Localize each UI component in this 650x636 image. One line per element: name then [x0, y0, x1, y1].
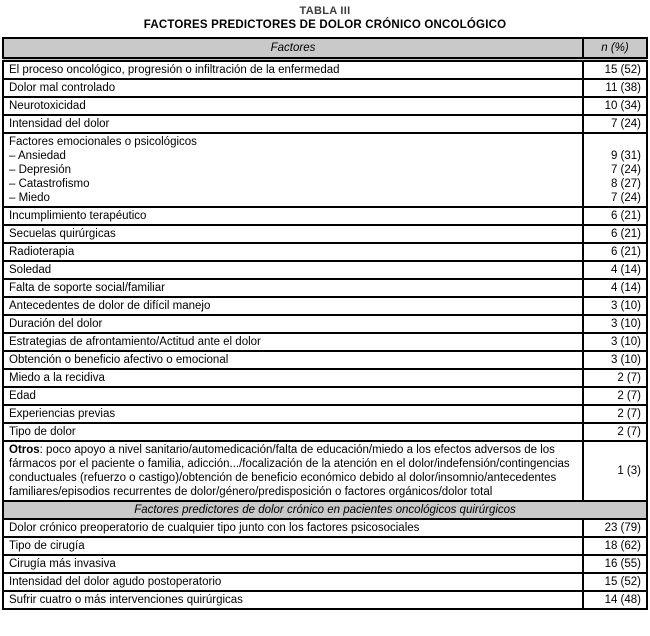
table-row	[3, 279, 647, 297]
factor-label: Edad	[3, 387, 583, 405]
factor-value: 1 (3)	[583, 441, 647, 501]
factor-line: – Ansiedad	[9, 150, 66, 162]
table-row	[3, 519, 647, 537]
factor-value: 4 (14)	[583, 279, 647, 297]
table-row	[3, 133, 647, 207]
table-row	[3, 441, 647, 501]
table-row	[3, 555, 647, 573]
table-row	[3, 405, 647, 423]
factor-value: 2 (7)	[583, 387, 647, 405]
table-title: FACTORES PREDICTORES DE DOLOR CRÓNICO ONCOLÓGICO	[143, 19, 507, 31]
factor-value: 2 (7)	[583, 369, 647, 387]
factor-label: Dolor crónico preoperatorio de cualquier tipo junto con los factores psicosociales	[3, 519, 583, 537]
table-row	[3, 537, 647, 555]
factor-label: Tipo de dolor	[3, 423, 583, 441]
main-rows-body	[3, 60, 647, 502]
table-row	[3, 115, 647, 133]
factor-value: 23 (79)	[583, 519, 647, 537]
factor-label	[3, 441, 583, 501]
factor-value: 7 (24)	[583, 115, 647, 133]
column-header-n: n (%)	[583, 38, 647, 60]
factor-label: Cirugía más invasiva	[3, 555, 583, 573]
factor-value: 6 (21)	[583, 243, 647, 261]
value-line: 7 (24)	[610, 192, 641, 204]
table-row	[3, 573, 647, 591]
section-header: Factores predictores de dolor crónico en pacientes oncológicos quirúrgicos	[3, 501, 647, 519]
factor-label: Antecedentes de dolor de difícil manejo	[3, 297, 583, 315]
factor-value: 10 (34)	[583, 97, 647, 115]
factor-label: Incumplimiento terapéutico	[3, 207, 583, 225]
factor-value: 2 (7)	[583, 405, 647, 423]
table-row	[3, 591, 647, 609]
factor-value: 3 (10)	[583, 297, 647, 315]
table-row	[3, 97, 647, 115]
factor-value: 2 (7)	[583, 423, 647, 441]
factor-value: 15 (52)	[583, 573, 647, 591]
table-row	[3, 207, 647, 225]
value-line: 8 (27)	[610, 178, 641, 190]
factor-label: Duración del dolor	[3, 315, 583, 333]
factor-value: 3 (10)	[583, 333, 647, 351]
factor-label: El proceso oncológico, progresión o infiltración de la enfermedad	[3, 60, 583, 80]
factor-value: 6 (21)	[583, 207, 647, 225]
factor-value: 11 (38)	[583, 79, 647, 97]
factor-label: Intensidad del dolor	[3, 115, 583, 133]
factor-line: Factores emocionales o psicológicos	[9, 136, 197, 148]
table-row	[3, 60, 647, 80]
factor-value: 18 (62)	[583, 537, 647, 555]
factors-table	[2, 37, 648, 610]
bold-prefix: Otros	[9, 444, 40, 456]
table-caption	[2, 5, 648, 32]
table-row	[3, 261, 647, 279]
column-header-factores: Factores	[3, 38, 583, 60]
factor-label: Neurotoxicidad	[3, 97, 583, 115]
table-row	[3, 369, 647, 387]
table-row	[3, 423, 647, 441]
table-row	[3, 297, 647, 315]
factor-value: 3 (10)	[583, 315, 647, 333]
section-header-body	[3, 501, 647, 519]
value-line: 7 (24)	[610, 164, 641, 176]
factor-label: Obtención o beneficio afectivo o emocional	[3, 351, 583, 369]
factor-label: Tipo de cirugía	[3, 537, 583, 555]
factor-value: 16 (55)	[583, 555, 647, 573]
factor-value: 14 (48)	[583, 591, 647, 609]
value-line: 9 (31)	[610, 150, 641, 162]
table-number: TABLA III	[299, 5, 351, 17]
factor-value: 3 (10)	[583, 351, 647, 369]
table-header-row	[3, 38, 647, 60]
factor-line: – Catastrofismo	[9, 178, 90, 190]
factor-value: 6 (21)	[583, 225, 647, 243]
factor-value	[583, 133, 647, 207]
table-row	[3, 333, 647, 351]
factor-label: Falta de soporte social/familiar	[3, 279, 583, 297]
factor-value: 4 (14)	[583, 261, 647, 279]
factor-label: Estrategias de afrontamiento/Actitud ante el dolor	[3, 333, 583, 351]
table-row	[3, 387, 647, 405]
table-row	[3, 351, 647, 369]
table-row	[3, 243, 647, 261]
section-header-row	[3, 501, 647, 519]
factor-label: Sufrir cuatro o más intervenciones quirúrgicas	[3, 591, 583, 609]
factor-label: Dolor mal controlado	[3, 79, 583, 97]
factor-label: Intensidad del dolor agudo postoperatorio	[3, 573, 583, 591]
factor-label: Experiencias previas	[3, 405, 583, 423]
factor-label: Miedo a la recidiva	[3, 369, 583, 387]
factor-label	[3, 133, 583, 207]
factor-label: Radioterapia	[3, 243, 583, 261]
table-row	[3, 315, 647, 333]
value-line	[589, 135, 641, 149]
factor-line: – Depresión	[9, 164, 72, 176]
factor-label: Soledad	[3, 261, 583, 279]
factor-line: – Miedo	[9, 192, 50, 204]
factor-label: Secuelas quirúrgicas	[3, 225, 583, 243]
table-row	[3, 225, 647, 243]
table-row	[3, 79, 647, 97]
factor-value: 15 (52)	[583, 60, 647, 80]
factor-text: : poco apoyo a nivel sanitario/automedicación/falta de educación/miedo a los efectos adversos de los fármacos por el paciente o familia, adicción.../focalización de la atención en el dolor/indefensión/contingencias conductuales (refuerzo o castigo)/obtención de beneficio económico debido al dolor/insomnio/antecedentes familiares/episodios recurrentes de dolor/género/predisposición o factores orgánicos/dolor total	[9, 444, 570, 498]
section-rows-body	[3, 519, 647, 609]
